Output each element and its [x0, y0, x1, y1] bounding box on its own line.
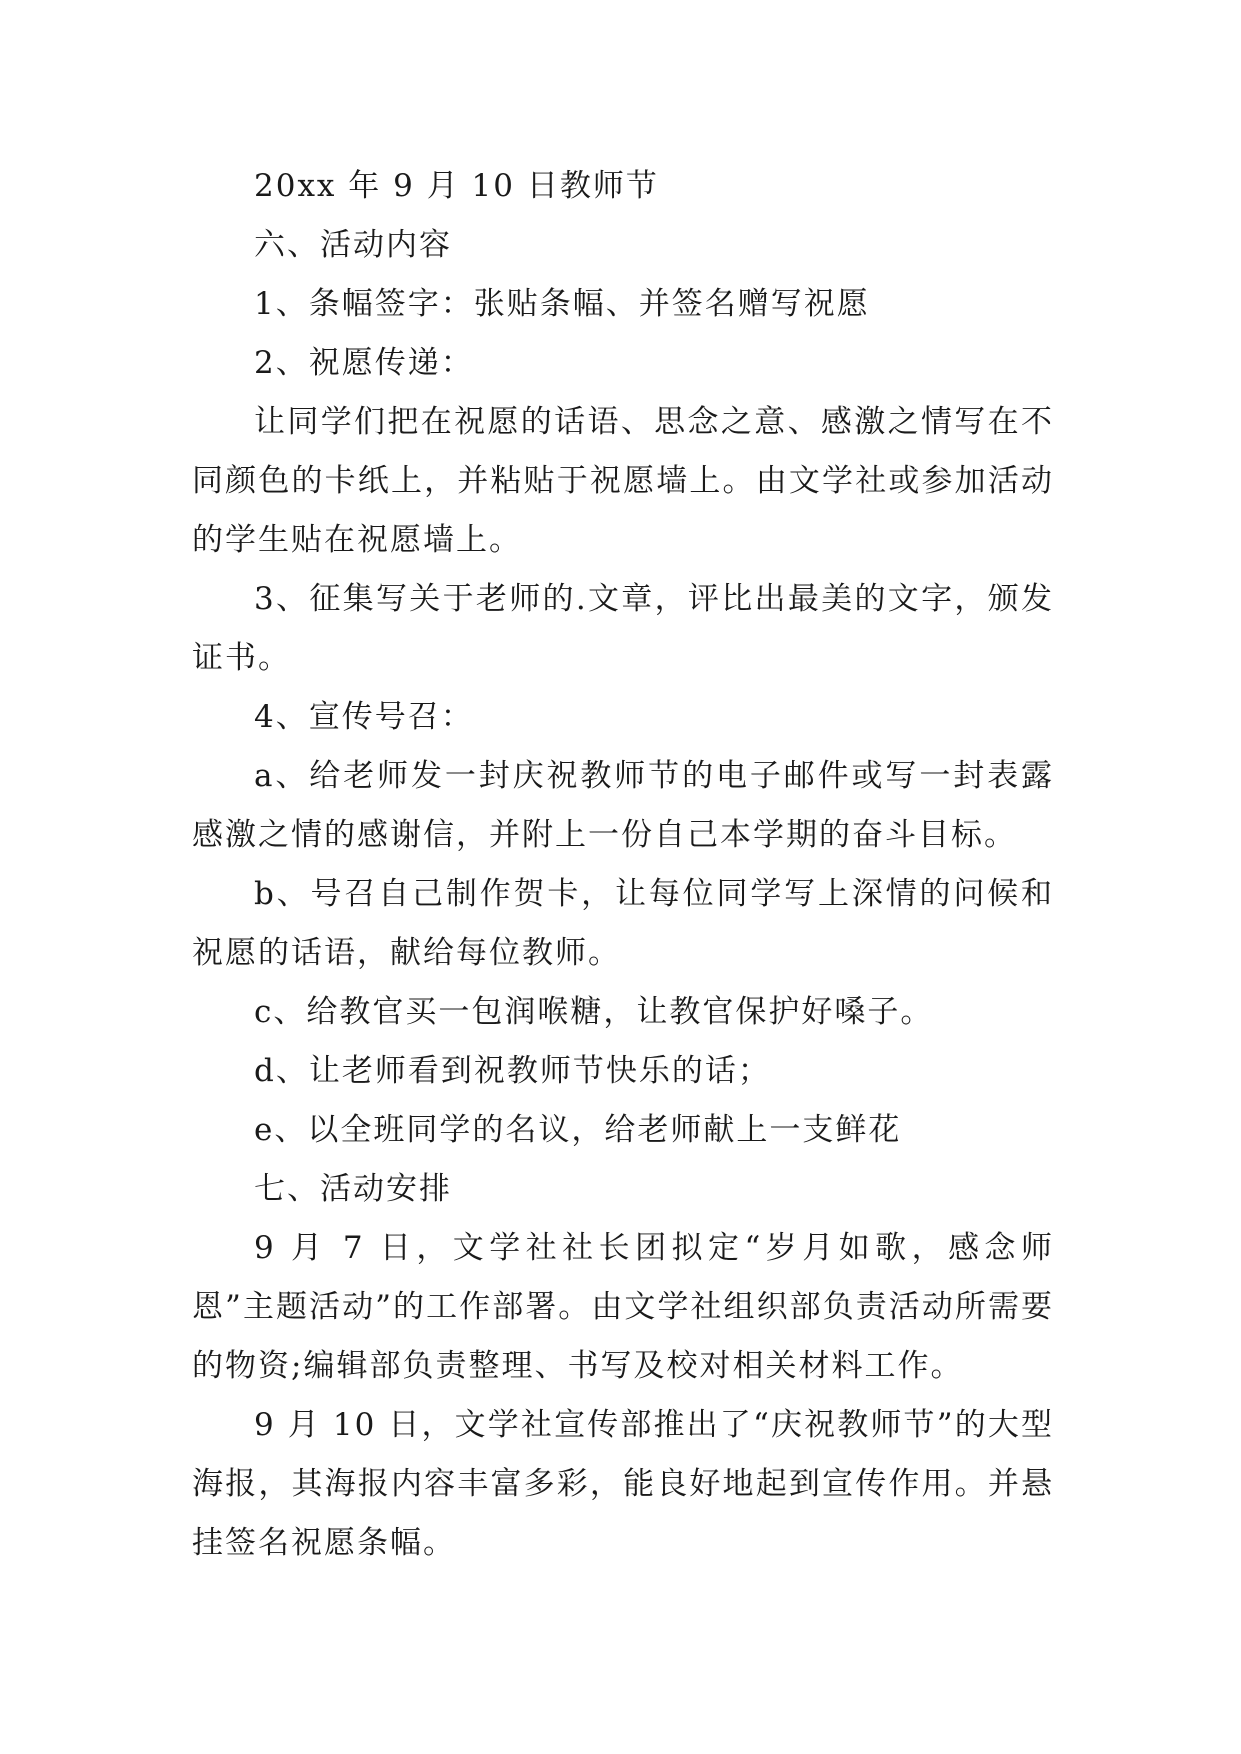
heading-activity-schedule: 七、活动安排 [254, 1171, 452, 1207]
paragraph-item-4a: a、给老师发一封庆祝教师节的电子邮件或写一封表露感激之情的感谢信，并附上一份自己本学期的奋斗目标。 [192, 758, 1054, 853]
paragraph-item-4b: b、号召自己制作贺卡，让每位同学写上深情的问候和祝愿的话语，献给每位教师。 [192, 876, 1054, 971]
paragraph-item-1: 1、条幅签字：张贴条幅、并签名赠写祝愿 [254, 286, 870, 322]
heading-activity-content: 六、活动内容 [254, 227, 452, 263]
paragraph-schedule-sep7: 9 月 7 日，文学社社长团拟定“岁月如歌，感念师恩”主题活动”的工作部署。由文学社组织部负责活动所需要的物资;编辑部负责整理、书写及校对相关材料工作。 [192, 1230, 1054, 1384]
paragraph-item-4e: e、以全班同学的名议，给老师献上一支鲜花 [254, 1112, 902, 1148]
document-body [192, 157, 1054, 1573]
paragraph-schedule-sep10: 9 月 10 日，文学社宣传部推出了“庆祝教师节”的大型海报，其海报内容丰富多彩，能良好地起到宣传作用。并悬挂签名祝愿条幅。 [192, 1407, 1054, 1561]
paragraph-item-3: 3、征集写关于老师的.文章，评比出最美的文字，颁发证书。 [192, 581, 1054, 676]
paragraph-item-4c: c、给教官买一包润喉糖，让教官保护好嗓子。 [254, 994, 934, 1030]
paragraph-date: 20xx 年 9 月 10 日教师节 [254, 168, 659, 204]
paragraph-item-4: 4、宣传号召： [254, 699, 474, 735]
paragraph-item-4d: d、让老师看到祝教师节快乐的话； [254, 1053, 771, 1089]
paragraph-item-2-detail: 让同学们把在祝愿的话语、思念之意、感激之情写在不同颜色的卡纸上，并粘贴于祝愿墙上。由文学社或参加活动的学生贴在祝愿墙上。 [192, 404, 1054, 558]
paragraph-item-2: 2、祝愿传递： [254, 345, 474, 381]
